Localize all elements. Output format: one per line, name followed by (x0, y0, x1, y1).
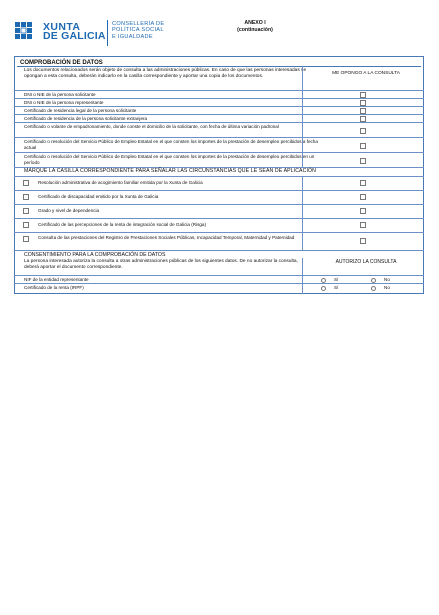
oppose-row (14, 90, 424, 98)
oppose-row-label: DNI o NIE de la persona solicitante (24, 92, 96, 97)
yes-radio[interactable] (321, 278, 326, 283)
oppose-checkbox[interactable] (360, 194, 366, 200)
oppose-row (14, 114, 424, 122)
logo-divider (107, 20, 108, 46)
xunta-logo (14, 19, 120, 45)
circumstance-checkbox[interactable] (23, 180, 29, 186)
oppose-row-label: Certificado o resolución del Servicio Público de Empleo Estatal en el que consten los importes de la prestación de desempleo percibidos en un período (24, 154, 315, 165)
oppose-checkbox[interactable] (360, 180, 366, 186)
circumstance-checkbox[interactable] (23, 236, 29, 242)
oppose-checkbox[interactable] (360, 222, 366, 228)
oppose-checkbox[interactable] (360, 143, 366, 149)
consent-row-label: Certificado de la renta (IRPF) (24, 285, 84, 290)
logo-line-2: DE GALICIA (43, 30, 106, 42)
consent-title: CONSENTIMIENTO PARA LA COMPROBACIÓN DE DATOS (24, 252, 166, 258)
anexo-label (220, 20, 290, 34)
xunta-shield-icon (14, 21, 40, 43)
anexo-subtitle: (continuación) (237, 27, 273, 33)
circumstance-label: Resolución administrativa de acogimiento familiar emitida por la Xunta de Galicia (38, 180, 203, 185)
oppose-checkbox[interactable] (360, 128, 366, 134)
conselleria-name (112, 21, 164, 40)
circumstance-label: Grado y nivel de dependencia (38, 208, 100, 213)
oppose-row (14, 122, 424, 137)
circumstances-title: MARQUE LA CASILLA CORRESPONDIENTE PARA SEÑALAR LAS CIRCUNSTANCIAS QUE LE SEAN DE APLICACIÓN (24, 168, 316, 174)
circumstance-row (14, 176, 424, 190)
no-label: No (384, 285, 390, 290)
section-title: COMPROBACIÓN DE DATOS (17, 59, 421, 67)
oppose-column-header: ME OPONGO A LA CONSULTA (332, 71, 400, 76)
yes-radio[interactable] (321, 286, 326, 291)
consent-row-label: NIF de la entidad representante (24, 277, 89, 282)
authorize-column-header: AUTORIZO LA CONSULTA (335, 259, 397, 265)
consent-text: La persona interesada autoriza la consulta a otras administraciones públicas de los siguientes datos. De no autorizar la consulta, deberá aportar el documento correspondiente. (24, 259, 298, 270)
oppose-row (14, 152, 424, 167)
oppose-checkbox[interactable] (360, 238, 366, 244)
oppose-row (14, 98, 424, 106)
conselleria-line-1: CONSELLERÍA DE (112, 21, 165, 27)
column-divider (302, 176, 303, 250)
circumstance-row (14, 218, 424, 232)
circumstance-label: Certificado de las percepciones de la renta de integración social de Galicia (Risga) (38, 222, 207, 227)
conselleria-line-3: E IGUALDADE (112, 33, 153, 40)
yes-label: Sí (334, 277, 339, 282)
oppose-row-label: DNI o NIE de la persona representante (24, 100, 104, 105)
oppose-checkbox[interactable] (360, 208, 366, 214)
circumstance-label: Certificado de discapacidad emitido por la Xunta de Galicia (38, 194, 159, 199)
section-intro: Los documentos relacionados serán objeto de consulta a las administraciones públicas. En caso de que las personas interesadas se opongan a esta consulta, deberán indicarlo en la casilla correspondiente y aportar una copia de los documentos. (24, 68, 307, 79)
circumstance-label: Consulta de las prestaciones del Registro de Prestaciones Sociales Públicas, Incapacidad Temporal, Maternidad y Paternidad (38, 235, 295, 240)
oppose-checkbox[interactable] (360, 158, 366, 164)
logo-line-1: XUNTA (43, 21, 81, 33)
circumstance-row (14, 204, 424, 218)
anexo-title: ANEXO I (244, 20, 266, 26)
circumstance-checkbox[interactable] (23, 208, 29, 214)
yes-label: Sí (334, 285, 339, 290)
oppose-row-label: Certificado o resolución del Servicio Público de Empleo Estatal en el que consten los importes de la prestación de desempleo percibidos a fecha actual (24, 139, 318, 150)
circumstance-checkbox[interactable] (23, 222, 29, 228)
circumstance-row (14, 190, 424, 204)
page-header (10, 16, 430, 50)
section-divider (14, 250, 424, 251)
no-radio[interactable] (371, 278, 376, 283)
circumstance-checkbox[interactable] (23, 194, 29, 200)
no-label: No (384, 277, 390, 282)
oppose-row (14, 106, 424, 114)
consent-row (14, 283, 424, 291)
oppose-row-label: Certificado de residencia de la persona solicitante extranjera (24, 116, 148, 121)
consent-row (14, 275, 424, 283)
no-radio[interactable] (371, 286, 376, 291)
conselleria-line-2: POLÍTICA SOCIAL (112, 27, 164, 34)
oppose-row-label: Certificado de residencia legal de la persona solicitante (24, 108, 137, 113)
oppose-row-label: Certificado o volante de empadronamiento, donde conste el domicilio de la solicitante, con fecha de última variación padronal (24, 124, 279, 129)
circumstance-row (14, 232, 424, 250)
oppose-row (14, 137, 424, 152)
